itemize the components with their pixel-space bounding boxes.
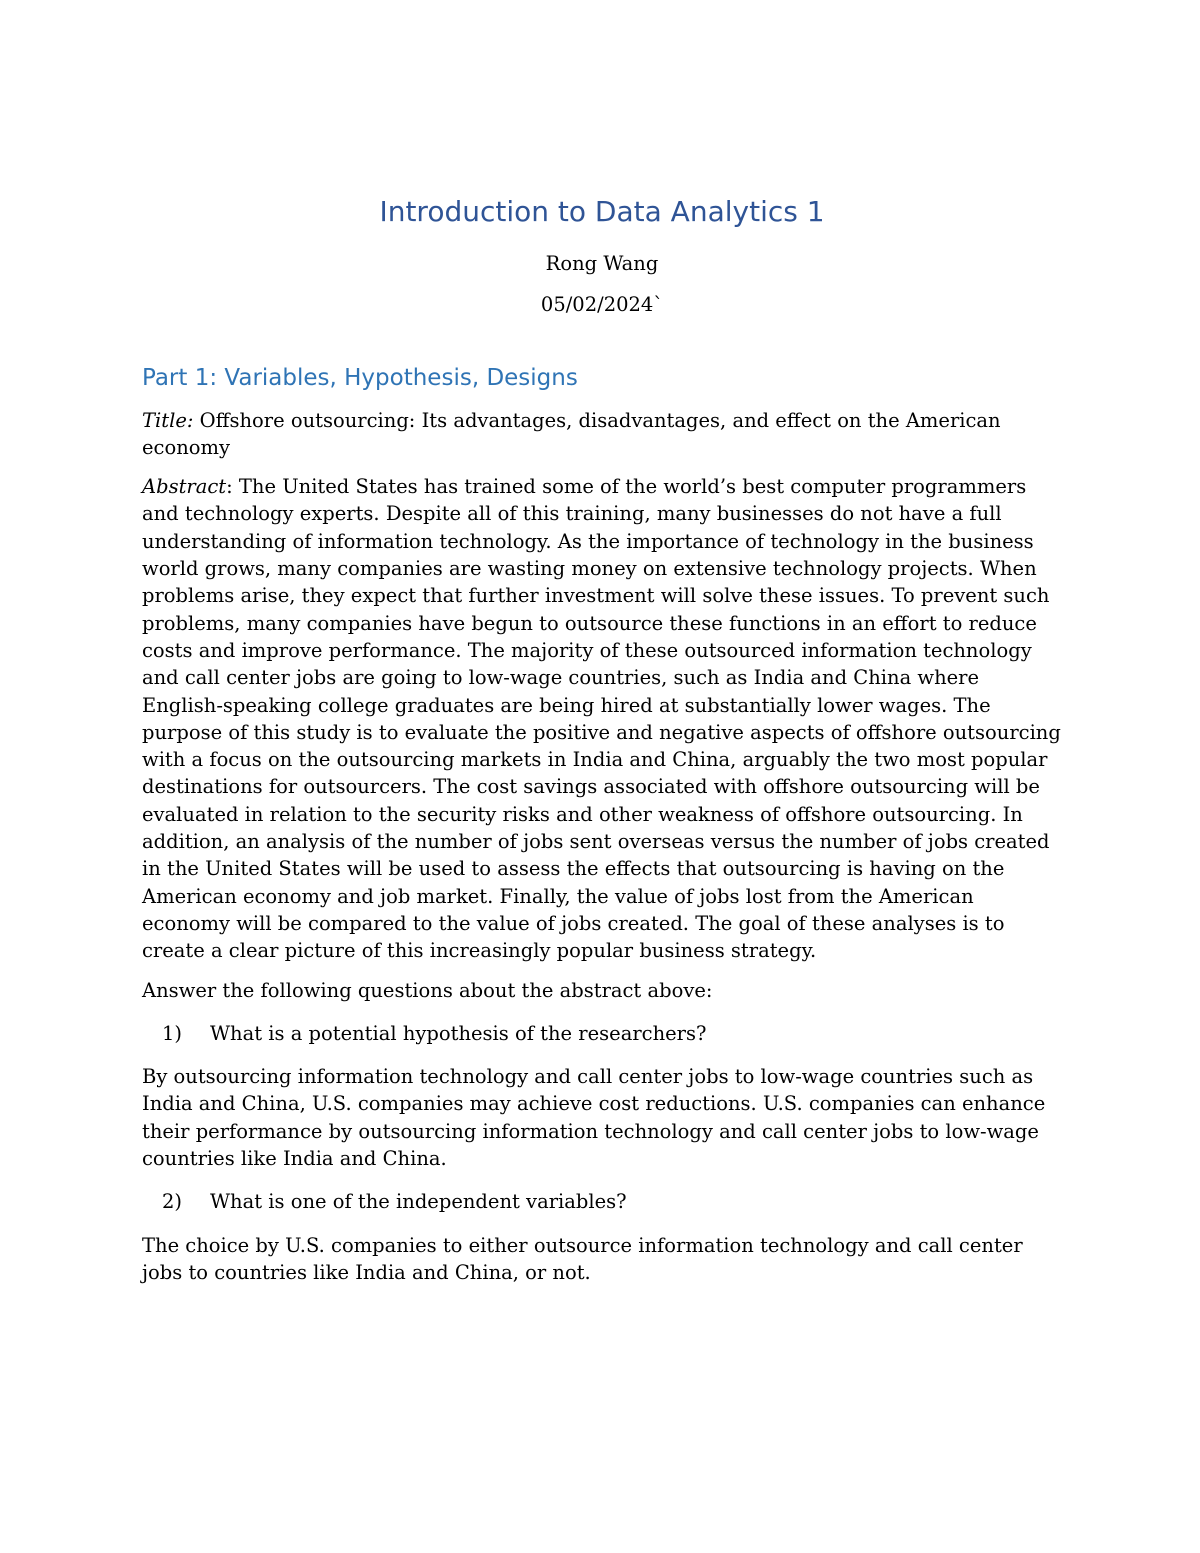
study-title-text: Offshore outsourcing: Its advantages, disadvantages, and effect on the American economy	[142, 408, 1001, 459]
study-title-paragraph	[142, 407, 1062, 462]
abstract-paragraph	[142, 473, 1062, 964]
abstract-text: : The United States has trained some of the world’s best computer programmers and technology experts. Despite all of this training, many businesses do not have a full understanding of information technology. As the importance of technology in the business world grows, many companies are wasting money on extensive technology projects. When problems arise, they expect that further investment will solve these issues. To prevent such problems, many companies have begun to outsource these functions in an effort to reduce costs and improve performance. The majority of these outsourced information technology and call center jobs are going to low-wage countries, such as India and China where English-speaking college graduates are being hired at substantially lower wages. The purpose of this study is to evaluate the positive and negative aspects of offshore outsourcing with a focus on the outsourcing markets in India and China, arguably the two most popular destinations for outsourcers. The cost savings associated with offshore outsourcing will be evaluated in relation to the security risks and other weakness of offshore outsourcing. In addition, an analysis of the number of jobs sent overseas versus the number of jobs created in the United States will be used to assess the effects that outsourcing is having on the American economy and job market. Finally, the value of jobs lost from the American economy will be compared to the value of jobs created. The goal of these analyses is to create a clear picture of this increasingly popular business strategy.	[142, 475, 1061, 963]
question-item	[142, 1188, 1062, 1215]
question-number: 2)	[162, 1190, 183, 1214]
abstract-label: Abstract	[142, 475, 227, 499]
document-title: Introduction to Data Analytics 1	[379, 195, 825, 228]
document-body	[142, 190, 1062, 1286]
question-number: 1)	[162, 1021, 183, 1045]
question-item	[142, 1020, 1062, 1047]
study-title-label: Title:	[142, 408, 194, 432]
author-name: Rong Wang	[545, 252, 659, 275]
instructions-text: Answer the following questions about the abstract above:	[142, 978, 713, 1002]
section-heading: Part 1: Variables, Hypothesis, Designs	[142, 364, 578, 391]
document-date: 05/02/2024`	[540, 293, 664, 317]
answer-text: The choice by U.S. companies to either outsource information technology and call center jobs to countries like India and China, or not.	[142, 1233, 1023, 1284]
answer-text: By outsourcing information technology and call center jobs to low-wage countries such as India and China, U.S. companies may achieve cost reductions. U.S. companies can enhance their performance by outsourcing information technology and call center jobs to low-wage countries like India and China.	[142, 1065, 1046, 1171]
question-text: What is one of the independent variables?	[210, 1190, 627, 1214]
question-text: What is a potential hypothesis of the researchers?	[210, 1021, 707, 1045]
